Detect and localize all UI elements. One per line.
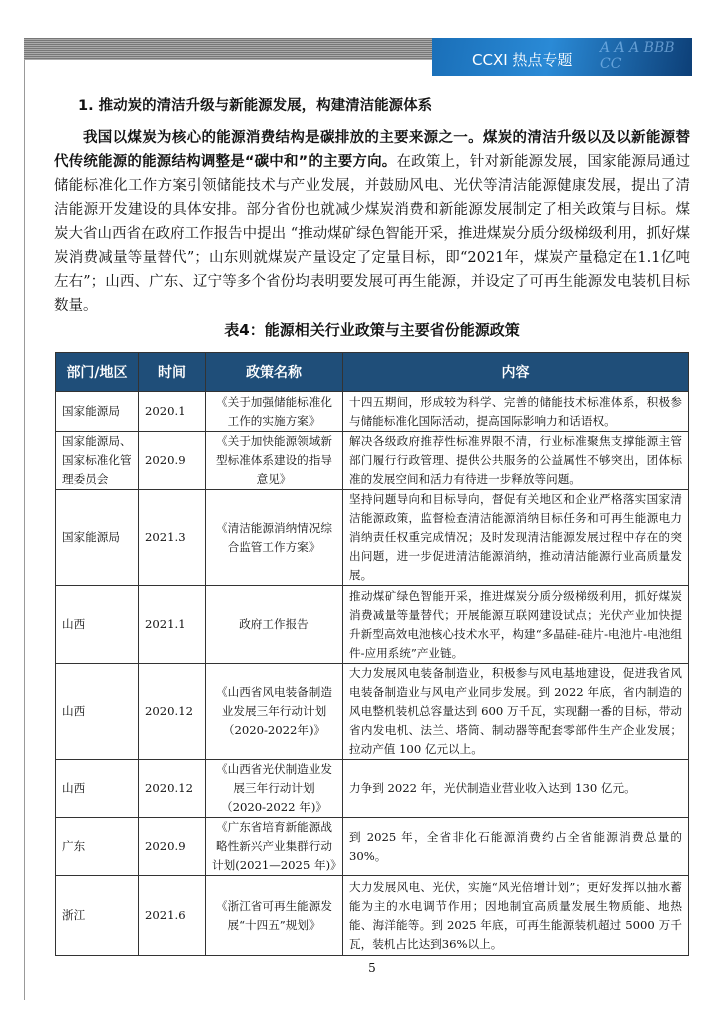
table-caption: 表4：能源相关行业政策与主要省份能源政策 <box>224 321 520 339</box>
body-paragraph <box>54 126 690 318</box>
policy-table <box>55 352 689 956</box>
table-row <box>56 586 689 664</box>
dept-cell: 国家能源局、国家标准化管理委员会 <box>56 432 139 490</box>
content-cell: 解决各级政府推荐性标准界限不清，行业标准聚焦支撑能源主管部门履行行政管理、提供公共服务的公益属性不够突出，团体标准的发展空间和活力有待进一步释放等问题。 <box>343 432 689 490</box>
policy-name-cell: 《山西省光伏制造业发展三年行动计划（2020-2022 年)》 <box>206 760 343 818</box>
banner-decoration: A A A BBB CC <box>600 40 675 72</box>
content-cell: 推动煤矿绿色智能开采，推进煤炭分质分级梯级利用，抓好煤炭消费减量等量替代；开展能源互联网建设试点；光伏产业加快提升新型高效电池核心技术水平，构建“多晶硅-硅片-电池片-电池组件-应用系统”产业链。 <box>343 586 689 664</box>
dept-cell: 国家能源局 <box>56 392 139 432</box>
date-cell: 2020.9 <box>139 818 206 876</box>
table-row <box>56 392 689 432</box>
date-cell: 2021.1 <box>139 586 206 664</box>
content-cell: 到 2025 年，全省非化石能源消费约占全省能源消费总量的 30%。 <box>343 818 689 876</box>
dept-cell: 山西 <box>56 760 139 818</box>
column-header: 内容 <box>343 353 689 392</box>
content-cell: 力争到 2022 年，光伏制造业营业收入达到 130 亿元。 <box>343 760 689 818</box>
page-number: 5 <box>368 961 376 975</box>
header-banner <box>432 38 692 76</box>
date-cell: 2020.12 <box>139 664 206 760</box>
dept-cell: 山西 <box>56 586 139 664</box>
column-header: 时间 <box>139 353 206 392</box>
policy-name-cell: 《关于加强储能标准化工作的实施方案》 <box>206 392 343 432</box>
table-row <box>56 432 689 490</box>
column-header: 部门/地区 <box>56 353 139 392</box>
dept-cell: 国家能源局 <box>56 490 139 586</box>
content-cell: 大力发展风电装备制造业，积极参与风电基地建设，促进我省风电装备制造业与风电产业同步发展。到 2022 年底，省内制造的风电整机装机总容量达到 600 万千瓦，实现翻一番的目标，带动省内发电机、法兰、塔筒、制动器等配套零部件生产企业发展；拉动产值 100 亿元以上。 <box>343 664 689 760</box>
content-cell: 坚持问题导向和目标导向，督促有关地区和企业严格落实国家清洁能源政策，监督检查清洁能源消纳目标任务和可再生能源电力消纳责任权重完成情况；及时发现清洁能源发展过程中存在的突出问题，进一步促进清洁能源消纳，推动清洁能源行业高质量发展。 <box>343 490 689 586</box>
dept-cell: 浙江 <box>56 876 139 956</box>
date-cell: 2021.6 <box>139 876 206 956</box>
table-row <box>56 876 689 956</box>
content-cell: 十四五期间，形成较为科学、完善的储能技术标准体系，积极参与储能标准化国际活动，提高国际影响力和话语权。 <box>343 392 689 432</box>
content-cell: 大力发展风电、光伏，实施“风光倍增计划”；更好发挥以抽水蓄能为主的水电调节作用；因地制宜高质量发展生物质能、地热能、海洋能等。到 2025 年底，可再生能源装机超过 5000 万千瓦，装机占比达到36%以上。 <box>343 876 689 956</box>
table-row <box>56 760 689 818</box>
table-header-row <box>56 353 689 392</box>
banner-title: CCXI 热点专题 <box>472 51 573 69</box>
header-stripe <box>24 38 432 60</box>
table-row <box>56 490 689 586</box>
dept-cell: 山西 <box>56 664 139 760</box>
policy-name-cell: 《浙江省可再生能源发展“十四五”规划》 <box>206 876 343 956</box>
dept-cell: 广东 <box>56 818 139 876</box>
date-cell: 2020.9 <box>139 432 206 490</box>
policy-name-cell: 《山西省风电装备制造业发展三年行动计划（2020-2022年)》 <box>206 664 343 760</box>
paragraph-bold: 我国以煤炭为核心的能源消费结构是碳排放的主要来源之一。煤炭的清洁升级以及以新能源替代传统能源的能源结构调整是“碳中和”的主要方向。 <box>54 130 690 170</box>
policy-name-cell: 《关于加快能源领域新型标准体系建设的指导意见》 <box>206 432 343 490</box>
table-row <box>56 818 689 876</box>
date-cell: 2020.1 <box>139 392 206 432</box>
column-header: 政策名称 <box>206 353 343 392</box>
policy-name-cell: 政府工作报告 <box>206 586 343 664</box>
page-content <box>54 96 690 976</box>
policy-name-cell: 《广东省培育新能源战略性新兴产业集群行动计划(2021—2025 年)》 <box>206 818 343 876</box>
section-heading: 1. 推动炭的清洁升级与新能源发展，构建清洁能源体系 <box>78 98 433 114</box>
page-border <box>24 60 25 1000</box>
policy-name-cell: 《清洁能源消纳情况综合监管工作方案》 <box>206 490 343 586</box>
date-cell: 2020.12 <box>139 760 206 818</box>
paragraph-text: 在政策上，针对新能源发展，国家能源局通过储能标准化工作方案引领储能技术与产业发展，并鼓励风电、光伏等清洁能源健康发展，提出了清洁能源开发建设的具体安排。部分省份也就减少煤炭消费和新能源发展制定了相关政策与目标。煤炭大省山西省在政府工作报告中提出 “推动煤矿绿色智能开采，推进煤炭分质分级梯级利用，抓好煤炭消费减量等量替代”；山东则就煤炭产量设定了定量目标，即“2021年，煤炭产量稳定在1.1亿吨左右”；山西、广东、辽宁等多个省份均表明要发展可再生能源，并设定了可再生能源发电装机目标数量。 <box>54 154 691 314</box>
table-row <box>56 664 689 760</box>
date-cell: 2021.3 <box>139 490 206 586</box>
